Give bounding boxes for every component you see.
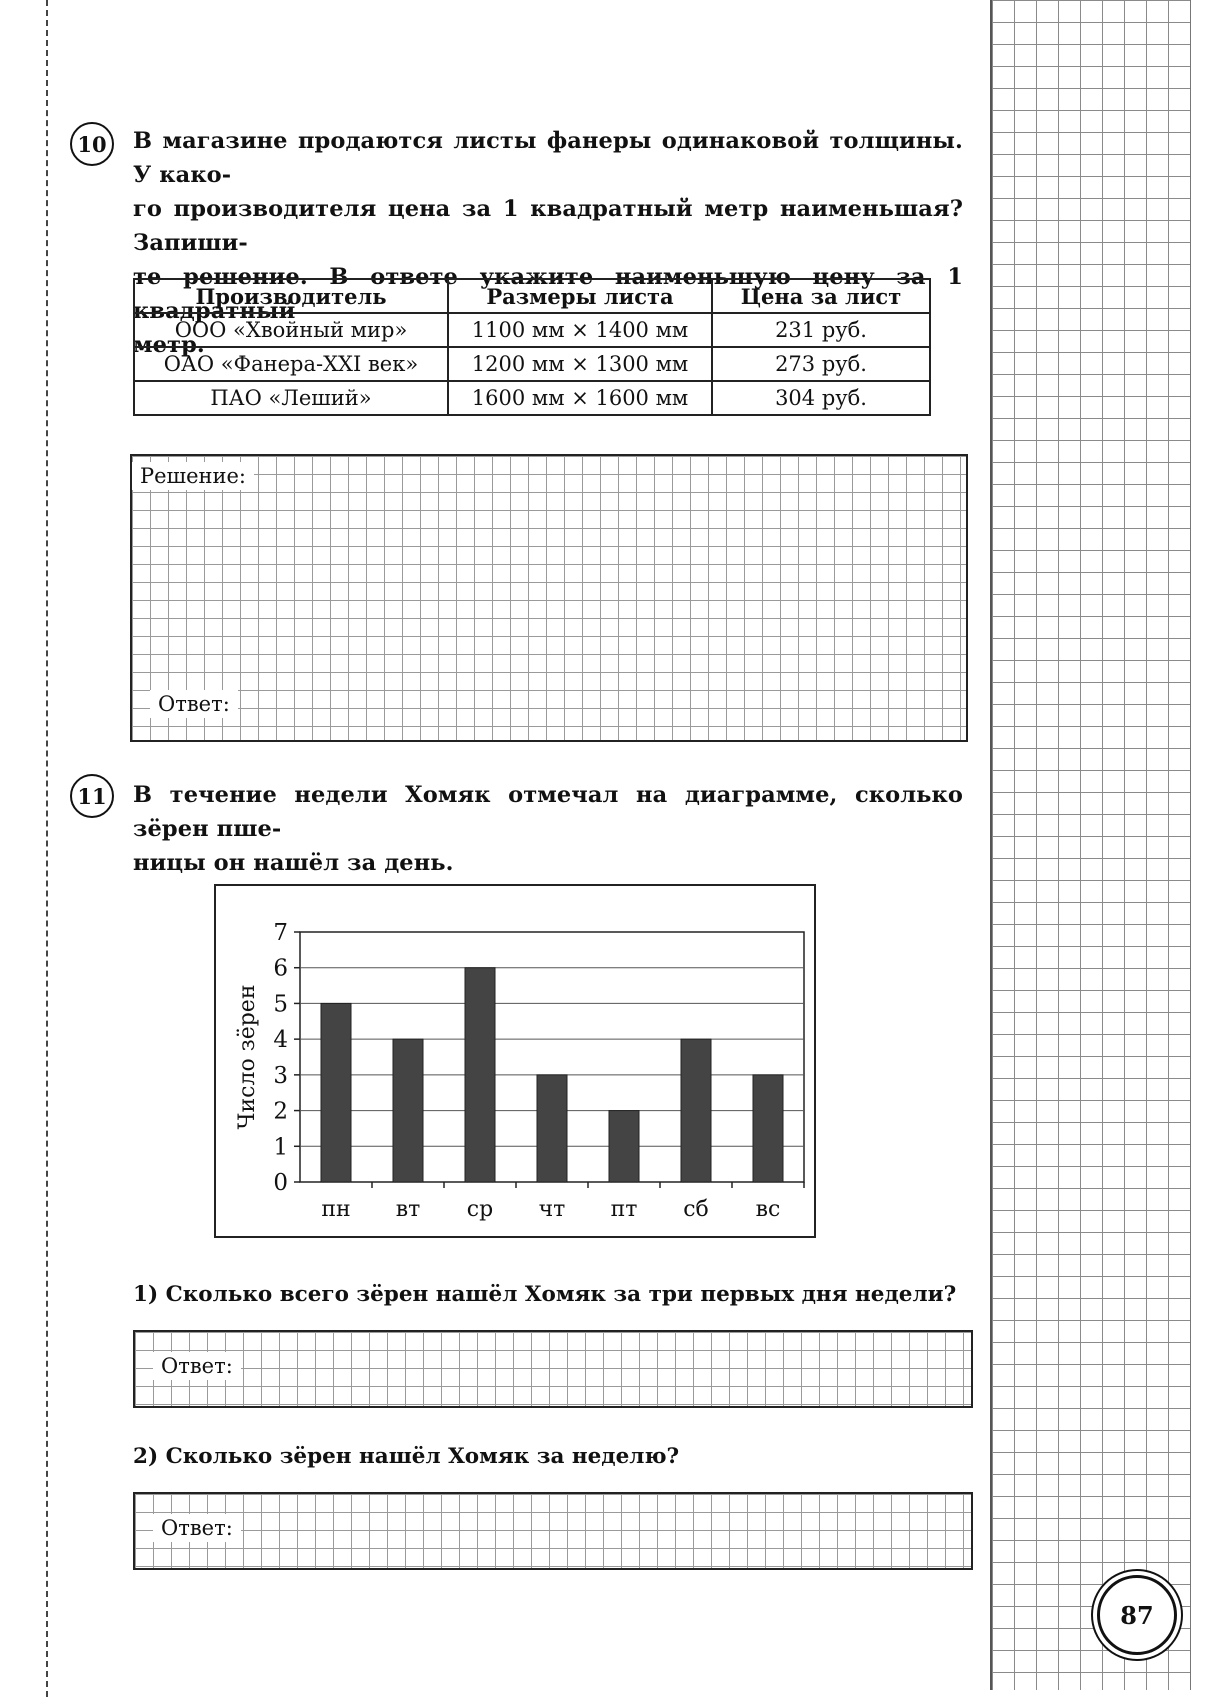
grain-chart [214,884,816,1238]
table-header-row [134,279,930,313]
x-tick-label: чт [538,1197,566,1222]
y-tick-label: 6 [273,955,288,982]
task-10-line-2: го производителя цена за 1 квадратный метр наименьшая? Запиши- [133,196,963,256]
header-producer: Производитель [134,279,448,313]
page-number: 87 [1097,1575,1177,1655]
cell-producer: ОАО «Фанера-XXI век» [134,347,448,381]
answer-1-grid[interactable] [133,1330,973,1408]
cut-line [46,0,48,1697]
table-row [134,347,930,381]
cell-price: 273 руб. [712,347,930,381]
answer-2-label: Ответ: [153,1514,241,1542]
task-10-line-3: те решение. В ответе укажите наименьшую цену за 1 квадратный [133,264,963,324]
x-tick-label: пн [321,1197,351,1222]
cell-price: 231 руб. [712,313,930,347]
bar [321,1003,351,1182]
table-row [134,381,930,415]
bar-chart-svg [216,886,814,1236]
task-10-line-1: В магазине продаются листы фанеры одинаковой толщины. У како- [133,128,963,188]
bar [609,1111,639,1182]
task-11-line-1: В течение недели Хомяк отмечал на диаграмме, сколько зёрен пше- [133,782,963,842]
cell-producer: ПАО «Леший» [134,381,448,415]
x-tick-label: ср [466,1197,494,1222]
bar [537,1075,567,1182]
y-tick-label: 0 [273,1170,288,1196]
y-tick-label: 5 [273,991,288,1018]
question-1: 1) Сколько всего зёрен нашёл Хомяк за три первых дня недели? [133,1282,957,1307]
margin-grid [990,0,1191,1690]
solution-grid[interactable] [130,454,968,742]
answer-2-grid[interactable] [133,1492,973,1570]
x-tick-label: пт [610,1197,638,1222]
task-11-text [133,778,963,880]
task-11-line-2: ницы он нашёл за день. [133,850,454,876]
bar [753,1075,783,1182]
task-11-number: 11 [70,774,114,818]
task-10-number: 10 [70,122,114,166]
x-tick-label: вт [395,1197,421,1222]
bar [393,1039,423,1182]
cell-size: 1100 мм × 1400 мм [448,313,712,347]
producers-table [133,278,931,416]
answer-1-label: Ответ: [153,1352,241,1380]
task-10-line-4: метр. [133,332,205,358]
bar [681,1039,711,1182]
bar [465,968,495,1182]
y-axis-label: Число зёрен [235,984,260,1130]
cell-size: 1200 мм × 1300 мм [448,347,712,381]
y-tick-label: 2 [273,1098,288,1125]
answer-label: Ответ: [150,690,238,718]
table-row [134,313,930,347]
x-tick-label: вс [755,1197,781,1222]
cell-size: 1600 мм × 1600 мм [448,381,712,415]
y-tick-label: 4 [273,1027,288,1054]
cell-price: 304 руб. [712,381,930,415]
question-2: 2) Сколько зёрен нашёл Хомяк за неделю? [133,1444,680,1469]
cell-producer: ООО «Хвойный мир» [134,313,448,347]
header-price: Цена за лист [712,279,930,313]
y-tick-label: 1 [273,1134,288,1161]
x-tick-label: сб [683,1197,709,1222]
y-tick-label: 7 [273,920,288,946]
header-size: Размеры листа [448,279,712,313]
solution-label: Решение: [132,462,254,490]
y-tick-label: 3 [273,1062,288,1089]
